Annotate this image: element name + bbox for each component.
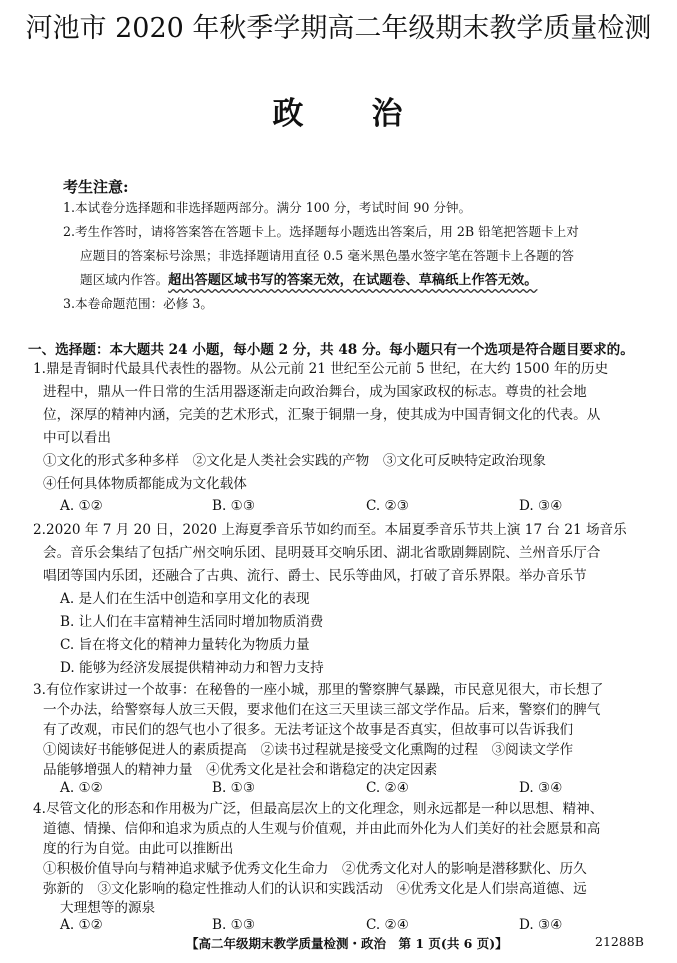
q2-option-b: B. 让人们在丰富精神生活同时增加物质消费	[60, 614, 324, 630]
note-3: 3.本卷命题范围：必修 3。	[63, 296, 213, 311]
q3-line-2: 一个办法，给警察每人放三天假，要求他们在这三天里读三部文学作品。后来，警察们的脾气	[43, 702, 601, 718]
q1-option-a: A. ①②	[60, 498, 103, 514]
q4-line-3: 度的行为自觉。由此可以推断出	[43, 841, 234, 857]
note-2-warning: 超出答题区域书写的答案无效，在试题卷、草稿纸上作答无效。	[168, 273, 538, 288]
q1-option-d: D. ③④	[519, 498, 563, 514]
q4-option-a: A. ①②	[60, 917, 103, 933]
q3-option-d: D. ③④	[519, 780, 563, 796]
q4-statements-2: 弥新的 ③文化影响的稳定性推动人们的认识和实践活动 ④优秀文化是人们崇高道德、远	[43, 881, 587, 897]
subject-title: 政 治	[272, 96, 405, 132]
q3-statements-2: 品能够增强人的精神力量 ④优秀文化是社会和谐稳定的决定因素	[43, 762, 438, 778]
q4-statements-3: 大理想等的源泉	[60, 900, 156, 916]
q2-option-d: D. 能够为经济发展提供精神动力和智力支持	[60, 660, 324, 676]
q2-line-1: 2.2020 年 7 月 20 日，2020 上海夏季音乐节如约而至。本届夏季音乐节共上演 17 台 21 场音乐	[33, 522, 627, 538]
q2-option-c: C. 旨在将文化的精神力量转化为物质力量	[60, 637, 310, 653]
q4-option-d: D. ③④	[519, 917, 563, 933]
note-2-line-2: 应题目的答案标号涂黑；非选择题请用直径 0.5 毫米黑色墨水签字笔在答题卡上各题的答	[80, 248, 575, 263]
footer-code: 21288B	[595, 934, 644, 949]
q1-line-3: 位，深厚的精神内涵，完美的艺术形式，汇聚于铜鼎一身，使其成为中国青铜文化的代表。从	[43, 407, 601, 423]
q1-statements-2: ④任何具体物质都能成为文化载体	[43, 476, 247, 492]
note-2-line-3	[80, 268, 675, 293]
q1-statements-1: ①文化的形式多种多样 ②文化是人类社会实践的产物 ③文化可反映特定政治现象	[43, 453, 546, 469]
q1-line-2: 进程中，鼎从一件日常的生活用器逐渐走向政治舞台，成为国家政权的标志。尊贵的社会地	[43, 384, 587, 400]
q2-line-3: 唱团等国内乐团，还融合了古典、流行、爵士、民乐等曲风，打破了音乐界限。举办音乐节	[43, 568, 587, 584]
q4-option-b: B. ①③	[212, 917, 256, 933]
section-heading: 一、选择题：本大题共 24 小题，每小题 2 分，共 48 分。每小题只有一个选项是符合题目要求的。	[28, 342, 634, 358]
q3-line-3: 有了改观，市民们的怨气也小了很多。无法考证这个故事是否真实，但故事可以告诉我们	[43, 722, 574, 738]
q1-option-c: C. ②③	[366, 498, 409, 514]
q4-line-1: 4.尽管文化的形态和作用极为广泛，但最高层次上的文化理念，则永远都是一种以思想、精神、	[33, 801, 604, 817]
q1-line-4: 中可以看出	[43, 430, 111, 446]
notes-heading: 考生注意:	[63, 178, 129, 196]
note-2-line-3-text: 题区域内作答。	[80, 272, 169, 287]
q3-option-c: C. ②④	[366, 780, 409, 796]
exam-title: 河池市 2020 年秋季学期高二年级期末教学质量检测	[25, 13, 652, 44]
q3-line-1: 3.有位作家讲过一个故事：在秘鲁的一座小城，那里的警察脾气暴躁，市民意见很大，市长想了	[33, 682, 604, 698]
q3-statements-1: ①阅读好书能够促进人的素质提高 ②读书过程就是接受文化熏陶的过程 ③阅读文学作	[43, 742, 574, 758]
q2-option-a: A. 是人们在生活中创造和享用文化的表现	[60, 591, 310, 607]
footer-page-info: 【高二年级期末教学质量检测・政治 第 1 页(共 6 页)】	[186, 936, 508, 951]
q2-line-2: 会。音乐会集结了包括广州交响乐团、昆明聂耳交响乐团、湖北省歌剧舞剧院、兰州音乐厅合	[43, 545, 601, 561]
q3-option-b: B. ①③	[212, 780, 256, 796]
q4-statements-1: ①积极价值导向与精神追求赋予优秀文化生命力 ②优秀文化对人的影响是潜移默化、历久	[43, 861, 587, 877]
q3-option-a: A. ①②	[60, 780, 103, 796]
note-2-line-1: 2.考生作答时，请将答案答在答题卡上。选择题每小题选出答案后，用 2B 铅笔把答题卡上对	[63, 224, 579, 239]
note-1: 1.本试卷分选择题和非选择题两部分。满分 100 分，考试时间 90 分钟。	[63, 200, 472, 215]
q4-line-2: 道德、情操、信仰和追求为质点的人生观与价值观，并由此而外化为人们美好的社会愿景和高	[43, 821, 601, 837]
q4-option-c: C. ②④	[366, 917, 409, 933]
q1-option-b: B. ①③	[212, 498, 256, 514]
q1-line-1: 1.鼎是青铜时代最具代表性的器物。从公元前 21 世纪至公元前 5 世纪，在大约 1500 年的历史	[33, 361, 609, 377]
